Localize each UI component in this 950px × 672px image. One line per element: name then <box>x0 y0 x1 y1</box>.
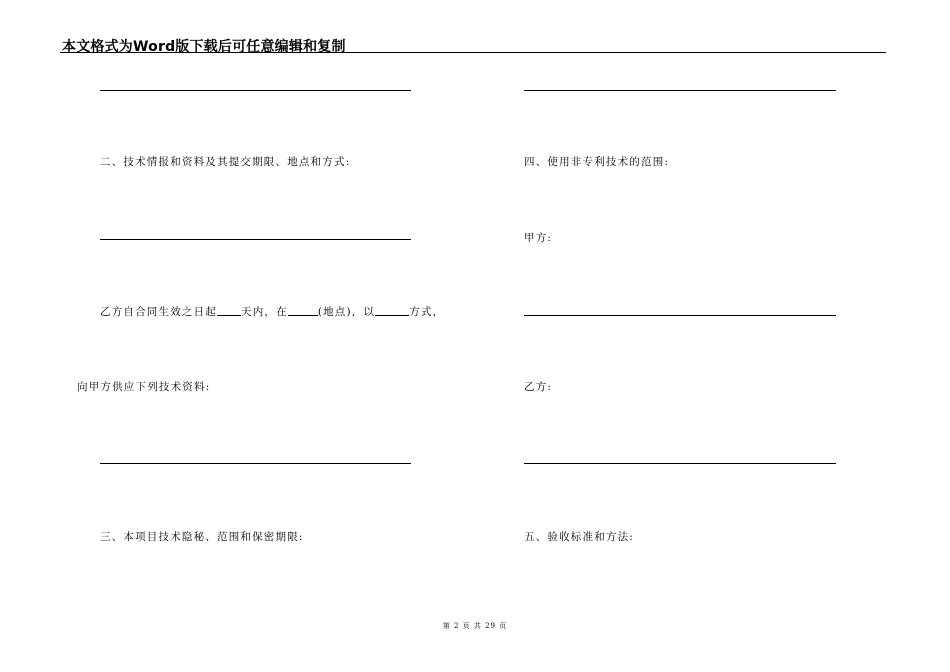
blank-line-left-3 <box>100 463 411 464</box>
delivery-sentence-part2: 天内，在 <box>241 306 288 318</box>
header-divider <box>60 52 886 53</box>
party-b-label: 乙方: <box>524 381 553 393</box>
section5-heading: 五、验收标准和方法: <box>524 531 635 543</box>
delivery-continuation: 向甲方供应下列技术资料: <box>77 381 211 393</box>
section2-heading: 二、技术情报和资料及其提交期限、地点和方式: <box>100 156 351 168</box>
document-header-title: 本文格式为Word版下载后可任意编辑和复制 <box>62 39 346 55</box>
blank-line-right-2 <box>524 315 836 316</box>
delivery-sentence-part4: 方式， <box>409 306 445 318</box>
delivery-sentence <box>100 304 444 319</box>
party-a-label: 甲方: <box>524 232 553 244</box>
days-blank <box>217 305 241 316</box>
method-blank <box>375 305 409 316</box>
section4-heading: 四、使用非专利技术的范围: <box>524 156 670 168</box>
page-indicator: 第 2 页 共 29 页 <box>442 622 508 630</box>
section3-heading: 三、本项目技术隐秘、范围和保密期限: <box>100 531 304 543</box>
delivery-sentence-part1: 乙方自合同生效之日起 <box>100 306 217 318</box>
blank-line-left-2 <box>100 239 411 240</box>
blank-line-left-1 <box>100 90 411 91</box>
blank-line-right-3 <box>524 463 836 464</box>
blank-line-right-1 <box>524 90 836 91</box>
delivery-sentence-part3: (地点)，以 <box>317 306 376 318</box>
location-blank <box>288 305 318 316</box>
